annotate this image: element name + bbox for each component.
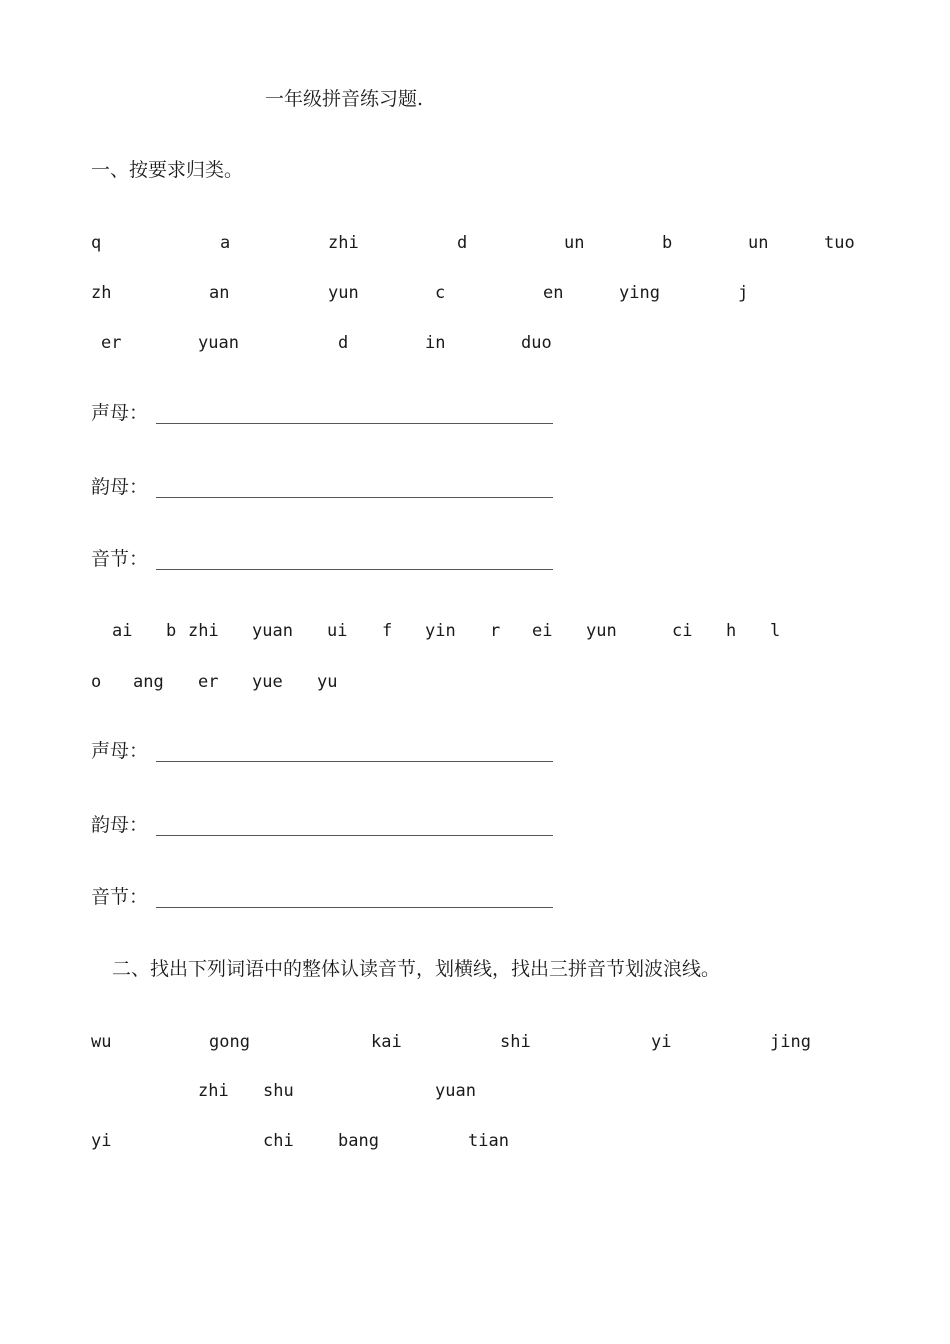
pinyin-item: zh: [91, 283, 112, 303]
pinyin-item: ying: [619, 283, 660, 303]
pinyin-item: duo: [521, 333, 552, 353]
pinyin-item: r: [490, 621, 501, 641]
pinyin-word: wu: [91, 1032, 112, 1052]
pinyin-item: j: [738, 283, 749, 303]
pinyin-item: ai: [112, 621, 133, 641]
pinyin-item: ang: [133, 672, 164, 692]
pinyin-item: b: [166, 621, 177, 641]
page-title: 一年级拼音练习题.: [265, 88, 424, 110]
pinyin-word: shu: [263, 1081, 294, 1101]
pinyin-item: a: [220, 233, 231, 253]
pinyin-item: h: [726, 621, 737, 641]
pinyin-word: tian: [468, 1131, 509, 1151]
pinyin-item: yuan: [252, 621, 293, 641]
yunmu-label: 韵母：: [91, 476, 149, 498]
shengmu-label: 声母：: [91, 402, 149, 424]
pinyin-word: bang: [338, 1131, 379, 1151]
pinyin-item: zhi: [328, 233, 359, 253]
pinyin-item: in: [425, 333, 446, 353]
pinyin-item: b: [662, 233, 673, 253]
shengmu-label: 声母：: [91, 740, 149, 762]
pinyin-item: yun: [328, 283, 359, 303]
pinyin-item: q: [91, 233, 102, 253]
pinyin-item: o: [91, 672, 102, 692]
pinyin-word: gong: [209, 1032, 250, 1052]
yinjie-answer-line[interactable]: [156, 907, 553, 908]
pinyin-item: ui: [327, 621, 348, 641]
pinyin-item: l: [770, 621, 781, 641]
pinyin-word: kai: [371, 1032, 402, 1052]
yinjie-label: 音节：: [91, 548, 149, 570]
pinyin-item: yue: [252, 672, 283, 692]
section-2-heading: 二、找出下列词语中的整体认读音节，划横线，找出三拼音节划波浪线。: [112, 958, 721, 980]
yunmu-answer-line[interactable]: [156, 497, 553, 498]
pinyin-item: ei: [532, 621, 553, 641]
pinyin-item: f: [382, 621, 393, 641]
yunmu-answer-line[interactable]: [156, 835, 553, 836]
shengmu-answer-line[interactable]: [156, 423, 553, 424]
pinyin-word: zhi: [198, 1081, 229, 1101]
shengmu-answer-line[interactable]: [156, 761, 553, 762]
yunmu-label: 韵母：: [91, 814, 149, 836]
pinyin-word: yi: [91, 1131, 112, 1151]
pinyin-item: tuo: [824, 233, 855, 253]
section-1-heading: 一、按要求归类。: [91, 159, 244, 181]
pinyin-item: un: [748, 233, 769, 253]
pinyin-item: an: [209, 283, 230, 303]
pinyin-item: ci: [672, 621, 693, 641]
pinyin-word: jing: [770, 1032, 811, 1052]
pinyin-item: yu: [317, 672, 338, 692]
pinyin-item: yun: [586, 621, 617, 641]
pinyin-item: er: [198, 672, 219, 692]
pinyin-item: d: [338, 333, 349, 353]
pinyin-word: yuan: [435, 1081, 476, 1101]
pinyin-item: c: [435, 283, 446, 303]
pinyin-word: shi: [500, 1032, 531, 1052]
pinyin-word: yi: [651, 1032, 672, 1052]
pinyin-item: yin: [425, 621, 456, 641]
yinjie-label: 音节：: [91, 886, 149, 908]
pinyin-item: yuan: [198, 333, 239, 353]
pinyin-item: un: [564, 233, 585, 253]
pinyin-word: chi: [263, 1131, 294, 1151]
yinjie-answer-line[interactable]: [156, 569, 553, 570]
pinyin-item: d: [457, 233, 468, 253]
pinyin-item: er: [101, 333, 122, 353]
pinyin-item: en: [543, 283, 564, 303]
pinyin-item: zhi: [188, 621, 219, 641]
